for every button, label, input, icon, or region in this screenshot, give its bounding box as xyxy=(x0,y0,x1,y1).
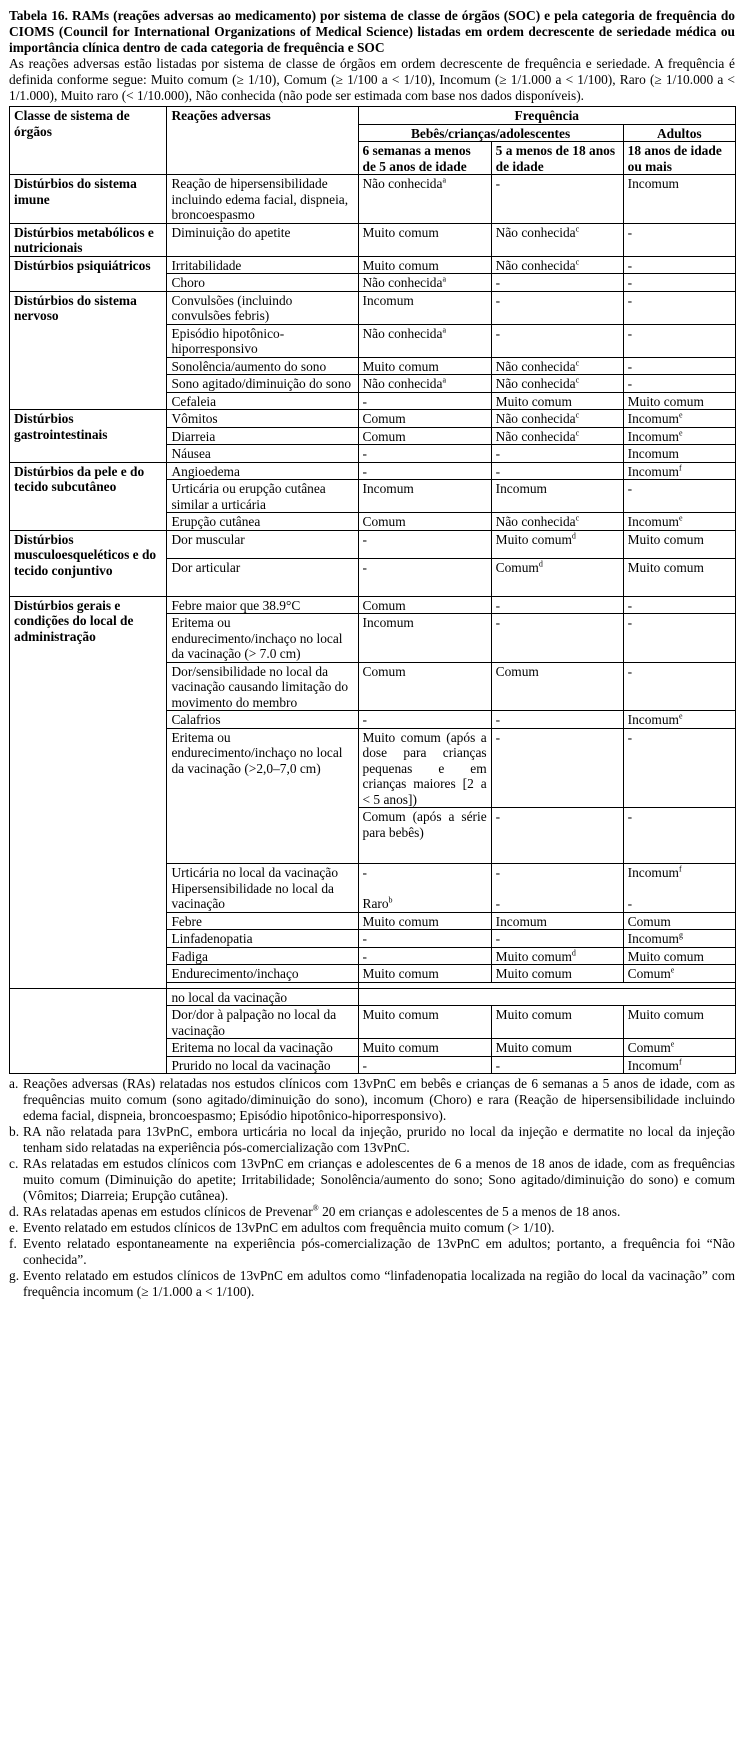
freq-text: Não conhecida xyxy=(362,376,443,391)
header-frequency: Frequência xyxy=(358,107,735,125)
freq-cell xyxy=(491,558,623,596)
freq-cell: Incomum xyxy=(358,480,491,513)
reaction-cell: Prurido no local da vacinação xyxy=(167,1056,358,1074)
reaction-cell: Vômitos xyxy=(167,410,358,428)
freq-text: - xyxy=(627,896,633,911)
freq-cell: - xyxy=(491,596,623,614)
freq-cell: Muito comum xyxy=(491,1006,623,1039)
freq-cell: - xyxy=(358,947,491,965)
freq-text: Incomum xyxy=(627,428,679,444)
freq-value: Raro xyxy=(362,896,389,911)
freq-cell-empty xyxy=(623,988,735,1006)
reaction-cell: Dor muscular xyxy=(167,530,358,558)
reaction-cell: Choro xyxy=(167,274,358,292)
header-children: Bebês/crianças/adolescentes xyxy=(358,124,623,142)
freq-cell xyxy=(491,947,623,965)
freq-cell: - xyxy=(358,930,491,948)
freq-text: Não conhecida xyxy=(495,358,576,374)
reaction-cell: Eritema ou endurecimento/inchaço no local da vacinação (>2,0–7,0 cm) xyxy=(167,728,358,864)
freq-cell: - xyxy=(623,480,735,513)
freq-cell: - xyxy=(491,728,623,808)
freq-text: Muito comum xyxy=(495,948,572,964)
footnote-ref: a xyxy=(442,375,447,385)
reaction-cell: Reação de hipersensibilidade incluindo edema facial, dispneia, broncoespasmo xyxy=(167,175,358,224)
reaction-cell: Eritema ou endurecimento/inchaço no local da vacinação (> 7.0 cm) xyxy=(167,614,358,663)
freq-cell xyxy=(358,274,491,292)
freq-cell-empty xyxy=(491,988,623,1006)
reaction-cell: no local da vacinação xyxy=(167,988,358,1006)
freq-text: Não conhecida xyxy=(495,411,576,426)
reaction-cell: Calafrios xyxy=(167,711,358,729)
footnote-ref: c xyxy=(575,375,580,385)
footnote-ref: c xyxy=(575,257,580,267)
table-row xyxy=(10,596,736,614)
footnote-label: c. xyxy=(9,1156,19,1171)
reaction-cell: Convulsões (incluindo convulsões febris) xyxy=(167,291,358,324)
freq-cell: Muito comum xyxy=(491,1039,623,1057)
freq-cell: - xyxy=(623,614,735,663)
footnote-ref: b xyxy=(388,895,393,905)
freq-cell: - xyxy=(623,274,735,292)
reaction-cell: Diminuição do apetite xyxy=(167,223,358,256)
freq-cell xyxy=(491,256,623,274)
footnote-ref: c xyxy=(575,224,580,234)
freq-cell xyxy=(358,175,491,224)
soc-cell: Distúrbios do sistema imune xyxy=(10,175,167,224)
freq-cell: - xyxy=(491,445,623,463)
freq-cell: Comum xyxy=(358,662,491,711)
soc-cell-empty xyxy=(10,988,167,1074)
footnote-text: RAs relatadas em estudos clínicos com 13vPnC em crianças e adolescentes de 6 a menos de 18 anos de idade, com as frequências muito comum (Diminuição do apetite; Irritabilidade; Sonolência/aumento do sono; Sono agitado/diminuição do sono) e comum (Vômitos; Diarreia; Erupção cutânea). xyxy=(23,1156,735,1203)
freq-text: Muito comum xyxy=(495,531,572,547)
freq-cell: Comum xyxy=(358,410,491,428)
footnote-ref: f xyxy=(678,1057,682,1067)
registered-mark: ® xyxy=(312,1203,319,1213)
freq-cell: Muito comum xyxy=(623,558,735,596)
footnote-ref: c xyxy=(575,428,580,438)
freq-cell xyxy=(623,1056,735,1074)
footnote-text: RA não relatada para 13vPnC, embora urticária no local da injeção, prurido no local da injeção e dermatite no local da injeção tenham sido relatadas na experiência pós-comercialização com 13vPnC. xyxy=(23,1124,735,1155)
table-intro: As reações adversas estão listadas por sistema de classe de órgãos em ordem decrescente de frequência e seriedade. A frequência é definida conforme segue: Muito comum (≥ 1/10), Comum (≥ 1/100 a < 1/10), Incomum (≥ 1/1.000 a < 1/100), Raro (≥ 1/10.000 a < 1/1.000), Muito raro (< 1/10.000), Não conhecida (não pode ser estimada com base nos dados disponíveis). xyxy=(9,56,735,103)
footnote-e xyxy=(9,1220,735,1236)
freq-cell: Muito comum xyxy=(358,965,491,983)
table-caption: Tabela 16. RAMs (reações adversas ao medicamento) por sistema de classe de órgãos (SOC) e pela categoria de frequência do CIOMS (Council for International Organizations of Medical Science) listadas em ordem decrescente de seriedade médica ou importância clínica dentro de cada categoria de frequência e SOC xyxy=(9,8,735,55)
freq-cell: Comum xyxy=(358,596,491,614)
freq-cell: Muito comum xyxy=(358,912,491,930)
freq-text: - xyxy=(495,865,501,880)
reaction-cell: Irritabilidade xyxy=(167,256,358,274)
freq-cell xyxy=(358,375,491,393)
freq-text: Não conhecida xyxy=(495,428,576,444)
footnote-ref: e xyxy=(678,410,683,420)
header-soc: Classe de sistema de órgãos xyxy=(10,107,167,175)
footnote-ref: d xyxy=(571,948,576,958)
freq-cell: - xyxy=(623,662,735,711)
freq-cell: - xyxy=(623,375,735,393)
reaction-cell xyxy=(167,864,358,913)
freq-text: Incomum xyxy=(627,411,679,426)
freq-cell: Incomum xyxy=(358,614,491,663)
freq-text: - xyxy=(495,896,501,911)
footnote-label: d. xyxy=(9,1204,20,1219)
freq-cell: - xyxy=(491,274,623,292)
table-row xyxy=(10,410,736,428)
freq-cell: Comum xyxy=(491,662,623,711)
reaction-cell: Dor/dor à palpação no local da vacinação xyxy=(167,1006,358,1039)
freq-text: Comum xyxy=(627,1040,671,1055)
freq-cell: Comum xyxy=(358,513,491,531)
header-col-5y: 5 a menos de 18 anos de idade xyxy=(491,142,623,175)
footnote-text: Evento relatado espontaneamente na experiência pós-comercialização de 13vPnC em adultos; portanto, a frequência foi “Não conhecida”. xyxy=(23,1236,735,1267)
footnote-ref: c xyxy=(575,513,580,523)
freq-cell: - xyxy=(358,558,491,596)
freq-cell: Comum xyxy=(358,427,491,445)
freq-cell xyxy=(491,410,623,428)
freq-cell xyxy=(623,1039,735,1057)
freq-text: Incomum xyxy=(627,931,679,946)
freq-text: Incomum xyxy=(627,712,679,727)
freq-cell: - xyxy=(623,291,735,324)
freq-cell xyxy=(358,864,491,913)
freq-cell: Incomum xyxy=(491,480,623,513)
table-row xyxy=(10,175,736,224)
soc-cell: Distúrbios musculoesqueléticos e do tecido conjuntivo xyxy=(10,530,167,596)
footnote-ref: c xyxy=(575,410,580,420)
freq-cell xyxy=(491,375,623,393)
freq-text: Não conhecida xyxy=(362,275,443,290)
freq-cell-empty xyxy=(358,988,491,1006)
reaction-cell: Linfadenopatia xyxy=(167,930,358,948)
footnote-text: Evento relatado em estudos clínicos de 13vPnC em adultos como “linfadenopatia localizada na região do local da vacinação” com frequência incomum (≥ 1/1.000 a < 1/100). xyxy=(23,1268,735,1299)
freq-cell: Muito comum xyxy=(358,357,491,375)
freq-cell: - xyxy=(491,291,623,324)
footnote-label: g. xyxy=(9,1268,20,1283)
footnote-ref: e xyxy=(678,513,683,523)
footnote-ref: c xyxy=(575,358,580,368)
reaction-cell: Angioedema xyxy=(167,462,358,480)
footnote-text: 20 em crianças e adolescentes de 5 a menos de 18 anos. xyxy=(318,1204,621,1219)
freq-cell xyxy=(491,513,623,531)
freq-cell xyxy=(491,530,623,558)
header-row-1 xyxy=(10,107,736,125)
footnotes xyxy=(9,1076,735,1300)
soc-cell: Distúrbios do sistema nervoso xyxy=(10,291,167,410)
freq-cell: - xyxy=(491,462,623,480)
freq-cell: Muito comum xyxy=(358,1039,491,1057)
header-reactions: Reações adversas xyxy=(167,107,358,175)
freq-cell: Incomum xyxy=(623,175,735,224)
footnote-label: b. xyxy=(9,1124,20,1139)
freq-text xyxy=(628,865,731,896)
footnote-ref: f xyxy=(678,864,682,874)
footnote-ref: a xyxy=(442,325,447,335)
reaction-cell: Urticária ou erupção cutânea similar a urticária xyxy=(167,480,358,513)
reaction-cell: Sono agitado/diminuição do sono xyxy=(167,375,358,393)
footnote-d xyxy=(9,1204,735,1220)
freq-cell: - xyxy=(623,357,735,375)
reaction-text: Hipersensibilidade no local da vacinação xyxy=(171,880,334,911)
reaction-cell: Erupção cutânea xyxy=(167,513,358,531)
freq-cell xyxy=(623,864,735,913)
freq-cell xyxy=(491,357,623,375)
footnote-ref: f xyxy=(678,463,682,473)
footnote-ref: a xyxy=(442,274,447,284)
footnote-ref: e xyxy=(670,1039,675,1049)
footnote-ref: g xyxy=(678,930,683,940)
table-row xyxy=(10,462,736,480)
freq-cell: - xyxy=(491,614,623,663)
freq-cell: Muito comum xyxy=(623,947,735,965)
footnote-c xyxy=(9,1156,735,1204)
footnote-ref: e xyxy=(678,711,683,721)
reaction-cell: Eritema no local da vacinação xyxy=(167,1039,358,1057)
freq-text: Não conhecida xyxy=(495,257,576,273)
freq-cell: - xyxy=(623,256,735,274)
freq-cell xyxy=(491,864,623,913)
freq-text: Não conhecida xyxy=(362,176,443,191)
soc-cell: Distúrbios psiquiátricos xyxy=(10,256,167,291)
footnote-label: a. xyxy=(9,1076,19,1091)
footnote-text: Evento relatado em estudos clínicos de 13vPnC em adultos com frequência muito comum (> 1/10). xyxy=(23,1220,555,1235)
footnote-ref: e xyxy=(678,428,683,438)
reaction-cell: Náusea xyxy=(167,445,358,463)
footnote-f xyxy=(9,1236,735,1268)
soc-cell: Distúrbios metabólicos e nutricionais xyxy=(10,223,167,256)
freq-cell: - xyxy=(623,223,735,256)
freq-cell xyxy=(491,427,623,445)
freq-cell xyxy=(623,513,735,531)
header-adults: Adultos xyxy=(623,124,735,142)
footnote-ref: d xyxy=(571,531,576,541)
table-row xyxy=(10,530,736,558)
freq-text: Incomum xyxy=(627,514,679,529)
freq-cell xyxy=(623,462,735,480)
freq-cell: - xyxy=(358,711,491,729)
freq-text: Comum xyxy=(627,966,671,981)
reaction-cell: Cefaleia xyxy=(167,392,358,410)
freq-cell: - xyxy=(623,596,735,614)
freq-cell xyxy=(623,711,735,729)
freq-cell: Incomum xyxy=(358,291,491,324)
freq-text: - xyxy=(362,865,367,880)
freq-cell xyxy=(623,965,735,983)
freq-cell: Muito comum xyxy=(491,965,623,983)
freq-cell: Muito comum xyxy=(358,223,491,256)
freq-cell: Incomum xyxy=(491,912,623,930)
freq-cell: Muito comum xyxy=(491,392,623,410)
freq-text: Comum xyxy=(495,559,539,575)
freq-cell: - xyxy=(491,175,623,224)
freq-cell: - xyxy=(623,808,735,864)
freq-cell: Muito comum xyxy=(623,530,735,558)
freq-cell: - xyxy=(358,530,491,558)
soc-cell: Distúrbios gastrointestinais xyxy=(10,410,167,463)
freq-cell: Muito comum xyxy=(358,256,491,274)
footnote-a xyxy=(9,1076,735,1124)
freq-cell: - xyxy=(358,462,491,480)
reaction-cell: Febre xyxy=(167,912,358,930)
freq-cell xyxy=(623,930,735,948)
freq-cell: - xyxy=(623,728,735,808)
footnote-label: e. xyxy=(9,1220,19,1235)
footnote-g xyxy=(9,1268,735,1300)
footnote-ref: d xyxy=(538,559,543,569)
reaction-cell: Episódio hipotônico-hiporresponsivo xyxy=(167,324,358,357)
freq-text: Incomum xyxy=(627,1057,679,1073)
freq-cell xyxy=(623,410,735,428)
freq-cell: - xyxy=(358,445,491,463)
freq-text: Não conhecida xyxy=(495,224,576,240)
freq-cell: - xyxy=(491,930,623,948)
adverse-reactions-table xyxy=(9,106,736,1074)
freq-cell: - xyxy=(491,1056,623,1074)
freq-text: Não conhecida xyxy=(362,325,443,341)
freq-cell: Muito comum xyxy=(623,1006,735,1039)
freq-text: Não conhecida xyxy=(495,376,576,391)
freq-text: Não conhecida xyxy=(495,514,576,529)
freq-cell: Muito comum xyxy=(358,1006,491,1039)
freq-cell xyxy=(623,427,735,445)
freq-cell: - xyxy=(491,808,623,864)
freq-cell: Incomum xyxy=(623,445,735,463)
footnote-b xyxy=(9,1124,735,1156)
soc-cell: Distúrbios da pele e do tecido subcutâneo xyxy=(10,462,167,530)
freq-text xyxy=(363,896,487,912)
freq-cell: - xyxy=(491,711,623,729)
freq-cell xyxy=(491,223,623,256)
freq-cell: Comum (após a série para bebês) xyxy=(358,808,491,864)
freq-cell: - xyxy=(491,324,623,357)
reaction-cell: Sonolência/aumento do sono xyxy=(167,357,358,375)
reaction-text: Urticária no local da vacinação xyxy=(171,865,339,880)
footnote-text: Reações adversas (RAs) relatadas nos estudos clínicos com 13vPnC em bebês e crianças de 6 semanas a 5 anos de idade, com as frequências muito comum (sono agitado/diminuição do sono), incomum (Choro) e rara (Reação de hipersensibilidade incluindo edema facial, dispneia, broncoespasmo; Episódio hipotônico-hiporresponsivo). xyxy=(23,1076,735,1123)
footnote-label: f. xyxy=(9,1236,17,1251)
reaction-cell: Fadiga xyxy=(167,947,358,965)
freq-cell xyxy=(358,324,491,357)
reaction-cell: Dor/sensibilidade no local da vacinação causando limitação do movimento do membro xyxy=(167,662,358,711)
table-row xyxy=(10,223,736,256)
freq-value: Incomum xyxy=(627,865,679,880)
header-col-18: 18 anos de idade ou mais xyxy=(623,142,735,175)
reaction-cell: Dor articular xyxy=(167,558,358,596)
reaction-cell: Endurecimento/inchaço xyxy=(167,965,358,983)
freq-cell: Muito comum (após a dose para crianças pequenas e em crianças maiores [2 a < 5 anos]) xyxy=(358,728,491,808)
footnote-text: RAs relatadas apenas em estudos clínicos de Prevenar xyxy=(23,1204,313,1219)
table-row xyxy=(10,291,736,324)
soc-cell: Distúrbios gerais e condições do local de administração xyxy=(10,596,167,988)
reaction-cell: Febre maior que 38.9°C xyxy=(167,596,358,614)
header-col-6w: 6 semanas a menos de 5 anos de idade xyxy=(358,142,491,175)
table-row xyxy=(10,256,736,274)
reaction-cell: Diarreia xyxy=(167,427,358,445)
footnote-ref: a xyxy=(442,175,447,185)
table-row xyxy=(10,988,736,1006)
freq-cell: - xyxy=(623,324,735,357)
freq-cell: Comum xyxy=(623,912,735,930)
freq-cell: - xyxy=(358,392,491,410)
freq-text: Incomum xyxy=(627,463,679,479)
freq-cell: Muito comum xyxy=(623,392,735,410)
footnote-ref: e xyxy=(670,965,675,975)
freq-cell: - xyxy=(358,1056,491,1074)
